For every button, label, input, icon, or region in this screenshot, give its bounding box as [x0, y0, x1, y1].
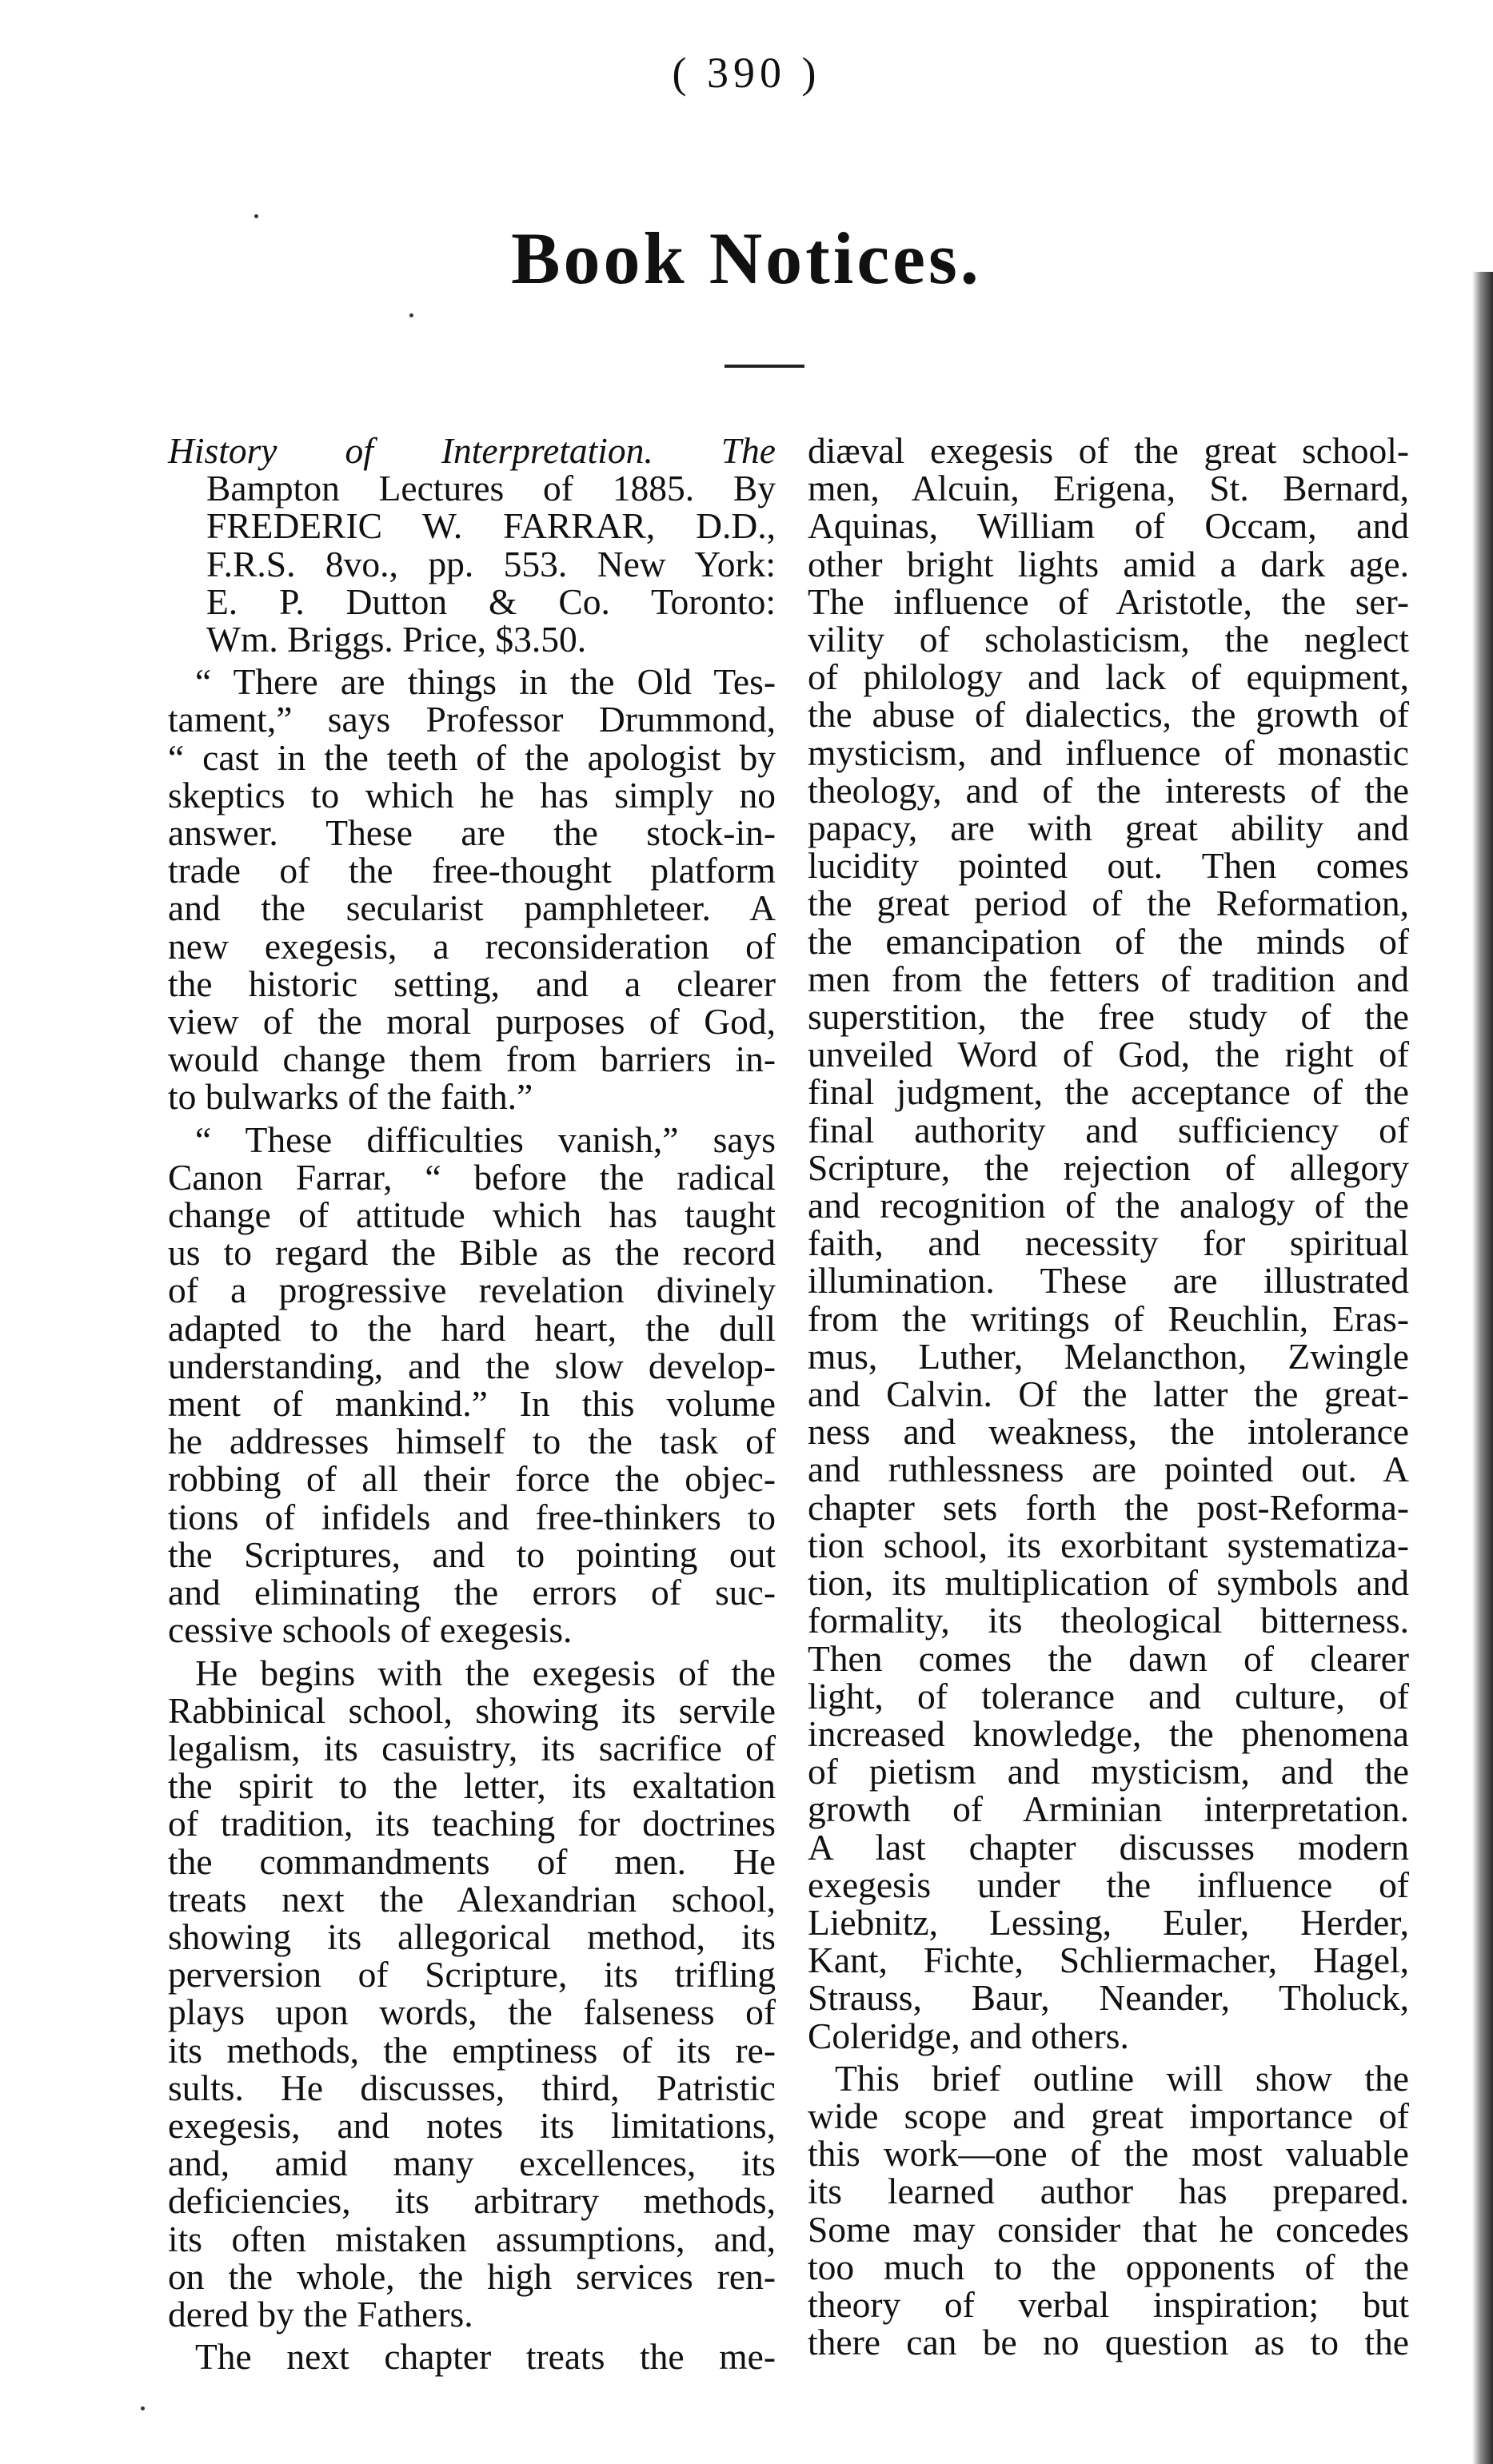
- text-line: and ruthlessness are pointed out. A: [808, 1449, 1409, 1490]
- text-line: perversion of Scripture, its trifling: [168, 1954, 776, 1996]
- text-line: FREDERIC W. FARRAR, D.D.,: [206, 505, 776, 547]
- text-line: its often mistaken assumptions, and,: [168, 2218, 776, 2259]
- text-line: superstition, the free study of the: [808, 996, 1409, 1038]
- text-line: of tradition, its teaching for doctrines: [168, 1803, 776, 1844]
- text-line: view of the moral purposes of God,: [168, 1001, 776, 1043]
- text-line: tion, its multiplication of symbols and: [808, 1562, 1409, 1604]
- text-line: “ cast in the teeth of the apologist by: [168, 736, 776, 778]
- text-line: History of Interpretation. The: [168, 430, 776, 471]
- text-line: Wm. Briggs. Price, $3.50.: [206, 619, 587, 660]
- text-line: formality, its theological bitterness.: [808, 1600, 1409, 1641]
- text-line: treats next the Alexandrian school,: [168, 1878, 776, 1920]
- text-line: men, Alcuin, Erigena, St. Bernard,: [808, 468, 1409, 509]
- text-line: its methods, the emptiness of its re-: [168, 2029, 776, 2071]
- text-line: The next chapter treats the me-: [195, 2336, 776, 2378]
- text-line: “ These difficulties vanish,” says: [195, 1118, 776, 1160]
- text-line: Bampton Lectures of 1885. By: [206, 468, 776, 509]
- text-line: Liebnitz, Lessing, Euler, Herder,: [808, 1901, 1409, 1943]
- text-line: deficiencies, its arbitrary methods,: [168, 2180, 776, 2222]
- text-line: Then comes the dawn of clearer: [808, 1637, 1409, 1679]
- text-line: and the secularist pamphleteer. A: [168, 887, 776, 929]
- text-line: E. P. Dutton & Co. Toronto:: [206, 580, 776, 622]
- scan-speck: [409, 313, 413, 317]
- text-line: the abuse of dialectics, the growth of: [808, 694, 1409, 736]
- text-line: skeptics to which he has simply no: [168, 774, 776, 815]
- text-line: its learned author has prepared.: [808, 2171, 1409, 2212]
- text-line: sults. He discusses, third, Patristic: [168, 2067, 776, 2108]
- text-line: plays upon words, the falseness of: [168, 1992, 776, 2033]
- text-line: vility of scholasticism, the neglect: [808, 619, 1409, 660]
- text-line: understanding, and the slow develop-: [168, 1345, 776, 1386]
- text-line: he addresses himself to the task of: [168, 1421, 776, 1462]
- text-line: there can be no question as to the: [808, 2322, 1409, 2363]
- page-number: ( 390 ): [672, 49, 821, 97]
- text-line: faith, and necessity for spiritual: [808, 1222, 1409, 1264]
- text-line: A last chapter discusses modern: [808, 1826, 1409, 1868]
- text-line: Strauss, Baur, Neander, Tholuck,: [808, 1977, 1409, 2019]
- title-rule: [725, 365, 804, 368]
- text-line: and recognition of the analogy of the: [808, 1185, 1409, 1226]
- text-line: too much to the opponents of the: [808, 2246, 1409, 2287]
- text-line: lucidity pointed out. Then comes: [808, 845, 1409, 887]
- text-line: us to regard the Bible as the record: [168, 1232, 776, 1274]
- text-line: increased knowledge, the phenomena: [808, 1712, 1409, 1754]
- text-line: unveiled Word of God, the right of: [808, 1034, 1409, 1075]
- text-line: “ There are things in the Old Tes-: [195, 661, 776, 703]
- text-line: showing its allegorical method, its: [168, 1916, 776, 1957]
- text-line: cessive schools of exegesis.: [168, 1609, 573, 1651]
- scan-edge-shadow: [1472, 272, 1493, 2464]
- text-line: The influence of Aristotle, the ser-: [808, 580, 1409, 622]
- text-line: trade of the free-thought platform: [168, 850, 776, 891]
- text-line: Canon Farrar, “ before the radical: [168, 1156, 776, 1198]
- text-line: light, of tolerance and culture, of: [808, 1675, 1409, 1716]
- text-line: the historic setting, and a clearer: [168, 963, 776, 1004]
- text-line: Kant, Fichte, Schliermacher, Hagel,: [808, 1940, 1409, 1981]
- text-line: other bright lights amid a dark age.: [808, 543, 1409, 584]
- text-line: of a progressive revelation divinely: [168, 1270, 776, 1311]
- text-line: He begins with the exegesis of the: [195, 1652, 776, 1693]
- text-line: papacy, are with great ability and: [808, 807, 1409, 849]
- text-line: and, amid many excellences, its: [168, 2143, 776, 2184]
- text-line: mus, Luther, Melancthon, Zwingle: [808, 1335, 1409, 1377]
- text-line: tion school, its exorbitant systematiza-: [808, 1524, 1409, 1565]
- text-line: final authority and sufficiency of: [808, 1109, 1409, 1150]
- scan-speck: [254, 214, 258, 218]
- text-line: answer. These are the stock-in-: [168, 812, 776, 854]
- text-line: Coleridge, and others.: [808, 2015, 1129, 2056]
- text-line: Aquinas, William of Occam, and: [808, 505, 1409, 547]
- text-line: men from the fetters of tradition and: [808, 958, 1409, 999]
- text-line: diæval exegesis of the great school-: [808, 430, 1409, 471]
- text-line: the spirit to the letter, its exaltation: [168, 1765, 776, 1807]
- text-line: exegesis, and notes its limitations,: [168, 2104, 776, 2146]
- text-line: ness and weakness, the intolerance: [808, 1411, 1409, 1453]
- text-line: growth of Arminian interpretation.: [808, 1788, 1409, 1830]
- text-line: to bulwarks of the faith.”: [168, 1076, 533, 1118]
- text-line: tament,” says Professor Drummond,: [168, 699, 776, 740]
- text-line: illumination. These are illustrated: [808, 1260, 1409, 1302]
- text-line: This brief outline will show the: [835, 2057, 1409, 2099]
- text-line: change of attitude which has taught: [168, 1194, 776, 1236]
- scan-speck: [141, 2406, 145, 2410]
- text-line: wide scope and great importance of: [808, 2095, 1409, 2136]
- text-line: theory of verbal inspiration; but: [808, 2283, 1409, 2325]
- text-line: the commandments of men. He: [168, 1840, 776, 1882]
- text-line: on the whole, the high services ren-: [168, 2255, 776, 2297]
- text-line: dered by the Fathers.: [168, 2293, 473, 2334]
- text-line: the emancipation of the minds of: [808, 920, 1409, 962]
- page-title: Book Notices.: [511, 217, 982, 299]
- text-line: Rabbinical school, showing its servile: [168, 1689, 776, 1731]
- text-line: F.R.S. 8vo., pp. 553. New York:: [206, 543, 776, 584]
- text-line: final judgment, the acceptance of the: [808, 1071, 1409, 1113]
- text-line: tions of infidels and free-thinkers to: [168, 1496, 776, 1537]
- text-line: of pietism and mysticism, and the: [808, 1751, 1409, 1792]
- text-line: from the writings of Reuchlin, Eras-: [808, 1298, 1409, 1339]
- text-line: Scripture, the rejection of allegory: [808, 1146, 1409, 1188]
- text-line: theology, and of the interests of the: [808, 769, 1409, 811]
- text-line: and eliminating the errors of suc-: [168, 1572, 776, 1613]
- text-line: new exegesis, a reconsideration of: [168, 925, 776, 967]
- text-line: would change them from barriers in-: [168, 1039, 776, 1080]
- text-line: the Scriptures, and to pointing out: [168, 1533, 776, 1575]
- text-line: of philology and lack of equipment,: [808, 656, 1409, 698]
- text-line: mysticism, and influence of monastic: [808, 732, 1409, 773]
- text-line: Some may consider that he concedes: [808, 2208, 1409, 2250]
- text-line: this work—one of the most valuable: [808, 2133, 1409, 2175]
- text-line: ment of mankind.” In this volume: [168, 1383, 776, 1425]
- left-column: [168, 430, 776, 2378]
- text-line: and Calvin. Of the latter the great-: [808, 1374, 1409, 1415]
- right-column: [808, 432, 1409, 2361]
- text-line: adapted to the hard heart, the dull: [168, 1307, 776, 1349]
- text-line: the great period of the Reformation,: [808, 883, 1409, 924]
- text-line: exegesis under the influence of: [808, 1864, 1409, 1905]
- text-line: chapter sets forth the post-Reforma-: [808, 1486, 1409, 1528]
- text-line: robbing of all their force the objec-: [168, 1458, 776, 1500]
- text-line: legalism, its casuistry, its sacrifice of: [168, 1727, 776, 1768]
